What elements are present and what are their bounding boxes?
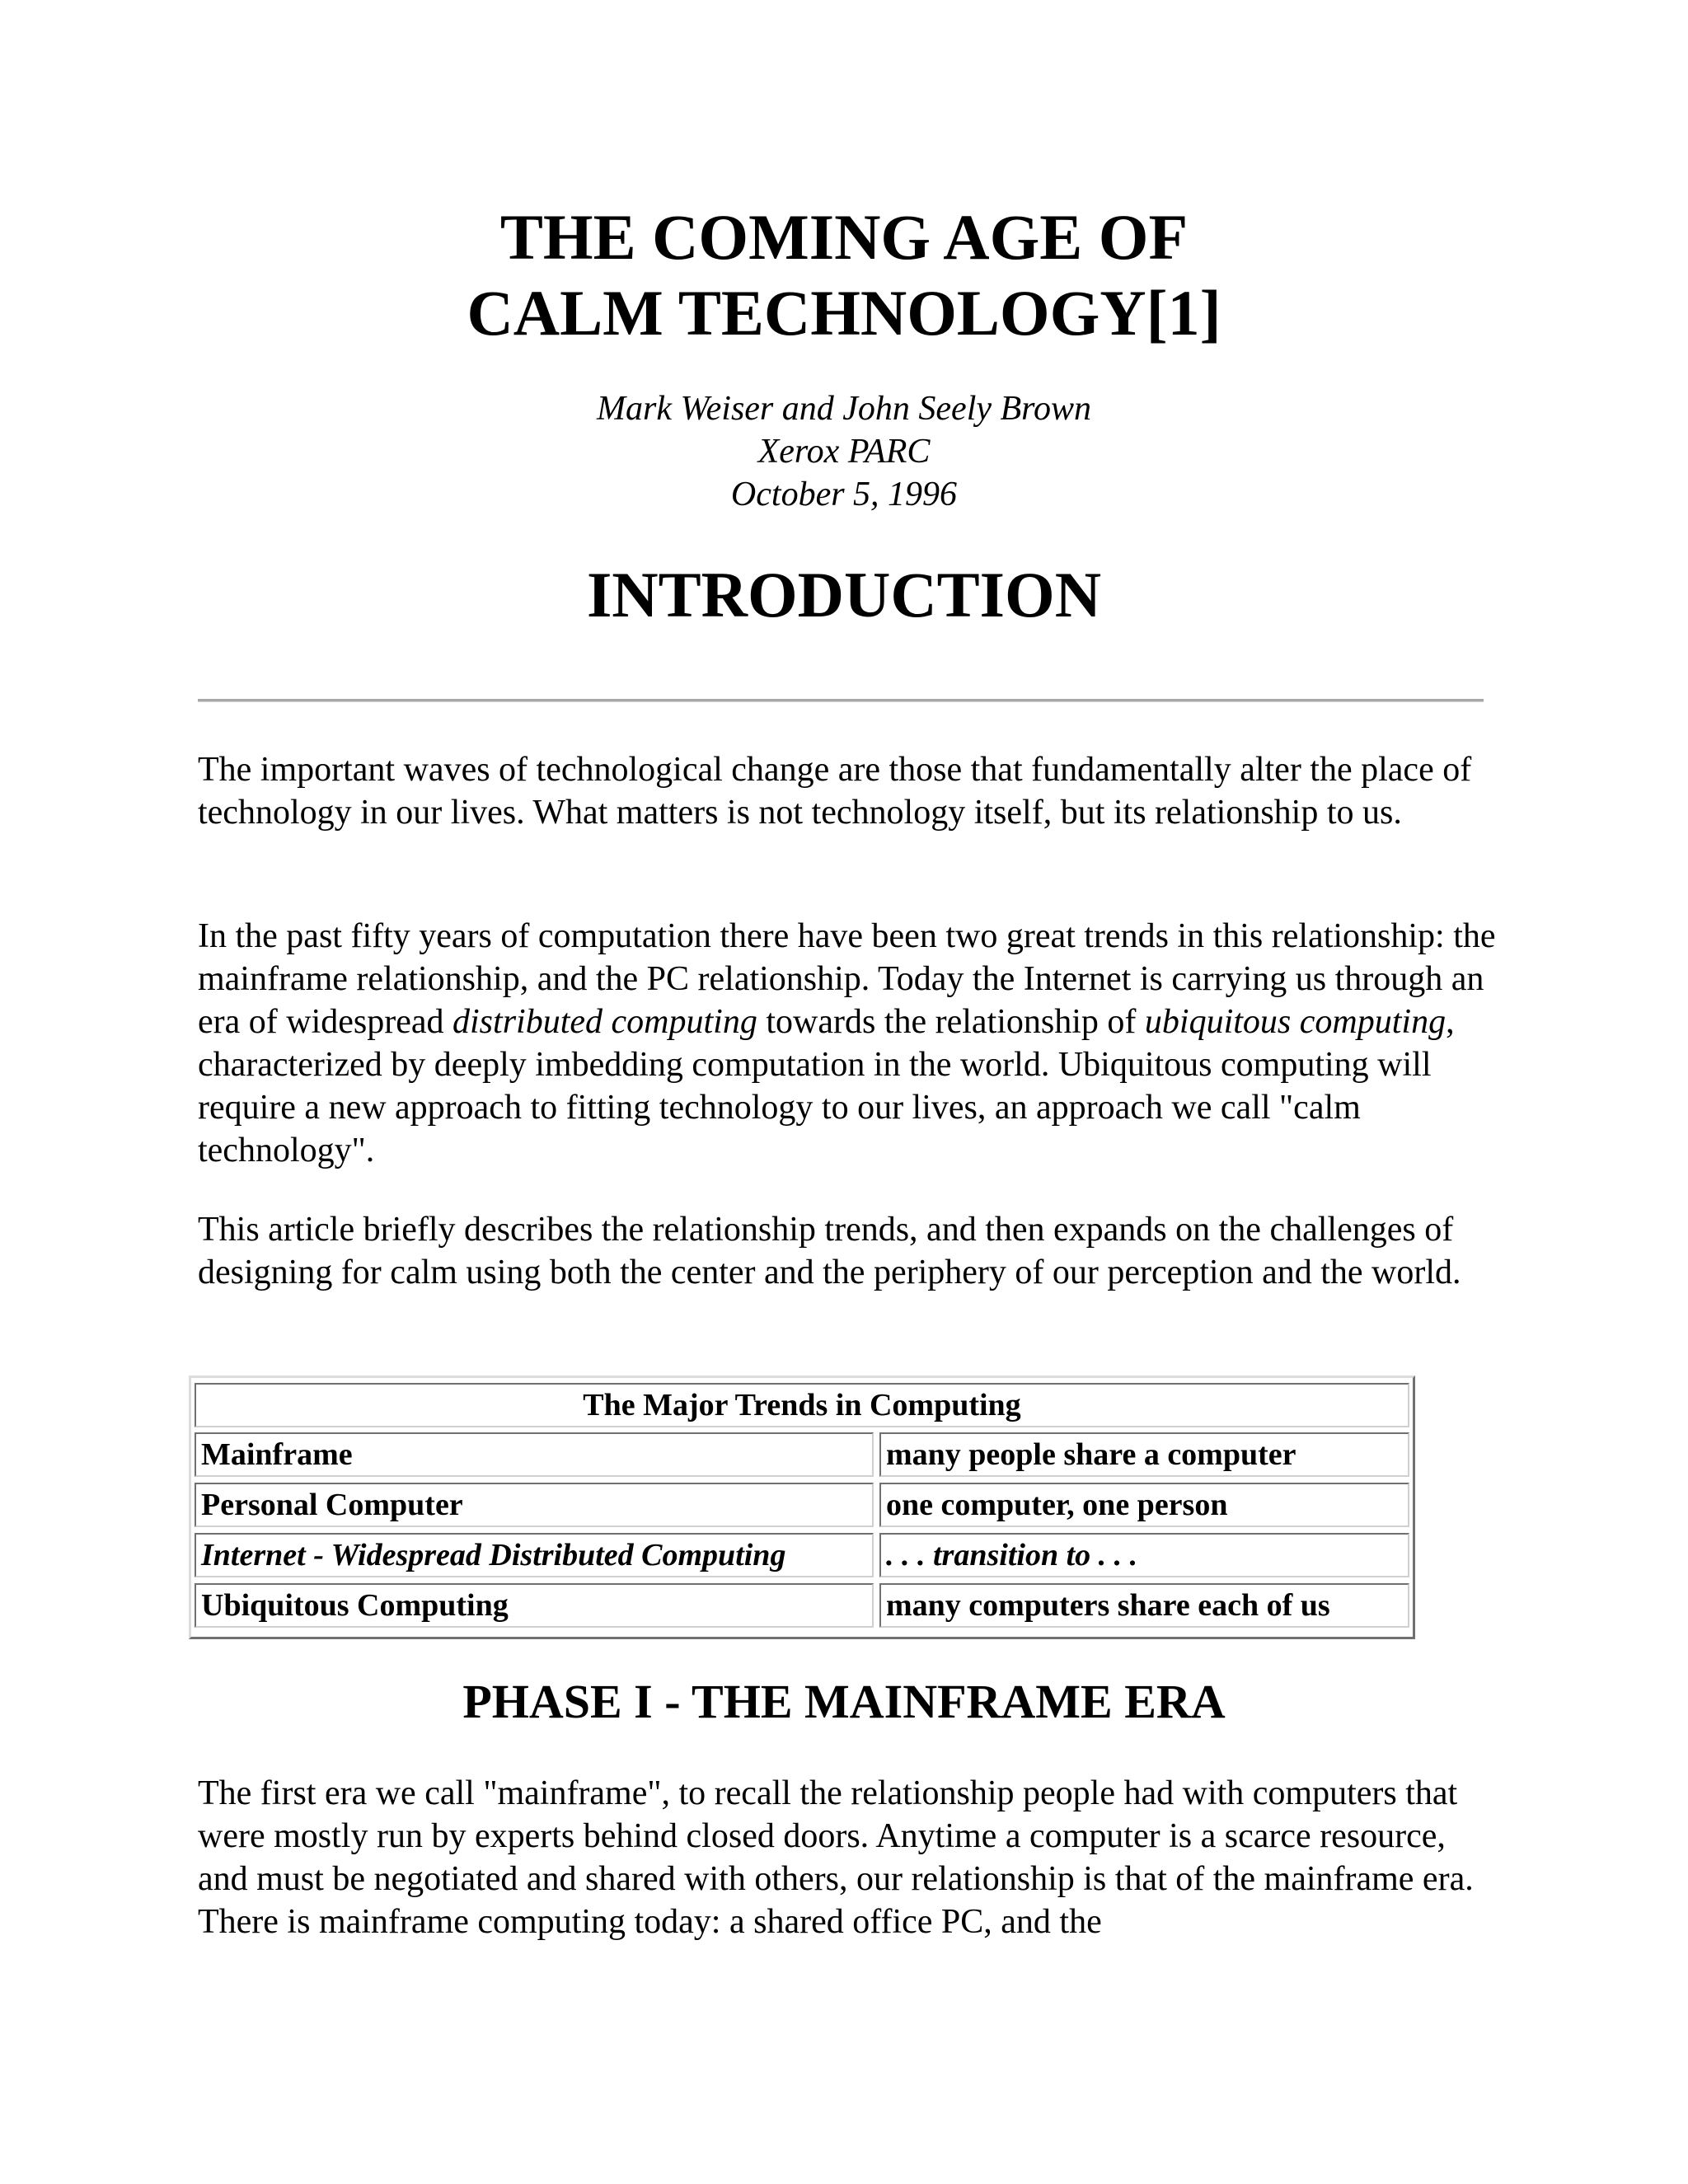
table-cell-era: Personal Computer: [195, 1483, 874, 1527]
table-cell-relationship: . . . transition to . . .: [879, 1533, 1409, 1577]
table-cell-relationship: many people share a computer: [879, 1432, 1409, 1477]
organization: Xerox PARC: [757, 433, 931, 471]
horizontal-rule: [198, 699, 1484, 702]
byline: [0, 387, 1688, 516]
intro-paragraph-2: [198, 915, 1496, 1172]
table-caption: The Major Trends in Computing: [195, 1383, 1409, 1427]
table-cell-era: Internet - Widespread Distributed Computing: [195, 1533, 874, 1577]
emphasis-distributed-computing: distributed computing: [452, 1003, 757, 1041]
paragraph-text: towards the relationship of: [757, 1003, 1145, 1041]
introduction-heading: INTRODUCTION: [586, 559, 1102, 630]
intro-paragraph-3: This article briefly describes the relationship trends, and then expands on the challenges of designing for calm using both the center and the periphery of our perception and the world.: [198, 1211, 1461, 1291]
intro-paragraph-1: The important waves of technological change are those that fundamentally alter the place of technology in our lives. What matters is not technology itself, but its relationship to us.: [198, 751, 1472, 832]
major-trends-table: [189, 1376, 1415, 1639]
table-cell-relationship: many computers share each of us: [879, 1583, 1409, 1628]
publication-date: October 5, 1996: [730, 476, 958, 513]
title-line-2: CALM TECHNOLOGY[1]: [467, 277, 1221, 349]
paragraph-text: , characterized by deeply imbedding computation in the world. Ubiquitous computing will require a new approach to fitting technology to our lives, an approach we call "calm technology".: [198, 1003, 1455, 1169]
table-cell-era: Ubiquitous Computing: [195, 1583, 874, 1628]
title-line-1: THE COMING AGE OF: [499, 201, 1189, 273]
table-cell-relationship: one computer, one person: [879, 1483, 1409, 1527]
emphasis-ubiquitous-computing: ubiquitous computing: [1144, 1003, 1447, 1041]
mainframe-paragraph: The first era we call "mainframe", to recall the relationship people had with computers that were mostly run by experts behind closed doors. Anytime a computer is a scarce resource, and must be negotiated and shared with others, our relationship is that of the mainframe era. There is mainframe computing today: a shared office PC, and the: [198, 1774, 1474, 1941]
authors: Mark Weiser and John Seely Brown: [597, 390, 1091, 428]
phase-1-heading: PHASE I - THE MAINFRAME ERA: [462, 1675, 1226, 1728]
table-cell-era: Mainframe: [195, 1432, 874, 1477]
document-title: [0, 199, 1688, 351]
paragraph-text: In the past fifty years of computation there have been two great trends in this relationship: the mainframe relationship, and the PC relationship. Today the Internet is carrying us through an era of widespread: [198, 917, 1496, 1041]
